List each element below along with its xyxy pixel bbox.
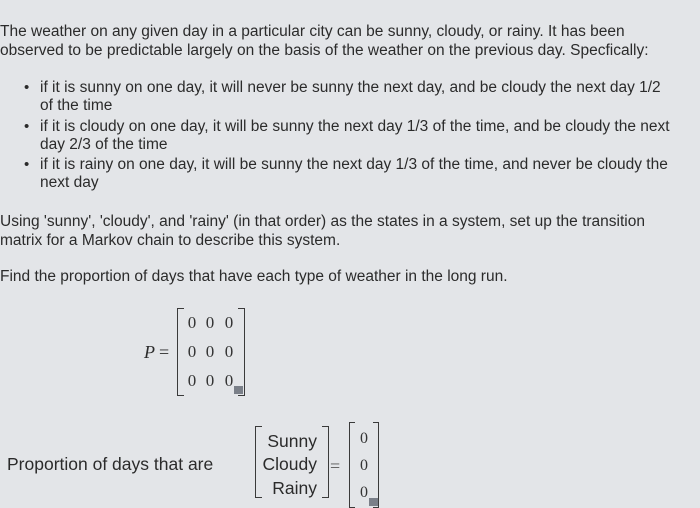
states-right-bracket: [322, 426, 329, 498]
matrix-cell[interactable]: 0: [205, 371, 215, 390]
setup-line-2: matrix for a Markov chain to describe this system.: [0, 232, 341, 249]
states-vector: [255, 424, 329, 500]
bullet-dot: •: [24, 118, 30, 135]
bullet-3-line-2: next day: [40, 174, 99, 191]
states-left-bracket: [255, 426, 262, 498]
matrix-equals: =: [159, 342, 170, 362]
matrix-cell[interactable]: 0: [224, 313, 234, 332]
state-sunny: Sunny: [267, 431, 317, 451]
resize-handle-icon[interactable]: [369, 498, 378, 506]
bullet-2-line-2: day 2/3 of the time: [40, 136, 168, 153]
intro-line-1: The weather on any given day in a particular city can be sunny, cloudy, or rainy. It has been: [0, 23, 625, 40]
matrix-cell[interactable]: 0: [187, 342, 197, 361]
find-line: Find the proportion of days that have each type of weather in the long run.: [0, 268, 508, 285]
bullet-1-line-2: of the time: [40, 97, 113, 114]
bullet-3-line-1: if it is rainy on one day, it will be sunny the next day 1/3 of the time, and never be cloudy the: [40, 156, 668, 173]
bullet-dot: •: [24, 156, 30, 173]
state-rainy: Rainy: [272, 478, 317, 498]
matrix-label: [144, 342, 169, 363]
matrix-cell[interactable]: 0: [187, 371, 197, 390]
resize-handle-icon[interactable]: [234, 386, 243, 394]
vector-left-bracket: [349, 422, 355, 508]
matrix-cell[interactable]: 0: [205, 313, 215, 332]
proportion-vector-input[interactable]: [349, 422, 379, 508]
bullet-1-line-1: if it is sunny on one day, it will never be sunny the next day, and be cloudy the next day 1/2: [40, 79, 661, 96]
bullet-2-line-1: if it is cloudy on one day, it will be sunny the next day 1/3 of the time, and be cloudy the next: [40, 118, 670, 135]
proportion-label: Proportion of days that are: [7, 454, 214, 474]
setup-line-1: Using 'sunny', 'cloudy', and 'rainy' (in that order) as the states in a system, set up the transition: [0, 213, 645, 230]
matrix-right-bracket: [238, 308, 245, 396]
proportion-equals: =: [330, 456, 341, 476]
state-cloudy: Cloudy: [262, 454, 317, 474]
matrix-cell[interactable]: 0: [187, 313, 197, 332]
proportion-sunny-value[interactable]: 0: [360, 430, 368, 447]
vector-right-bracket: [373, 422, 379, 508]
bullet-dot: •: [24, 79, 30, 96]
matrix-cell[interactable]: 0: [224, 342, 234, 361]
proportion-cloudy-value[interactable]: 0: [360, 457, 368, 474]
intro-line-2: observed to be predictable largely on the basis of the weather on the previous day. Specfically:: [0, 42, 649, 59]
matrix-cell[interactable]: 0: [205, 342, 215, 361]
matrix-cell[interactable]: 0: [224, 371, 234, 390]
proportion-rainy-value[interactable]: 0: [360, 484, 368, 501]
transition-matrix-input[interactable]: [177, 308, 245, 396]
matrix-symbol: P: [144, 342, 155, 362]
